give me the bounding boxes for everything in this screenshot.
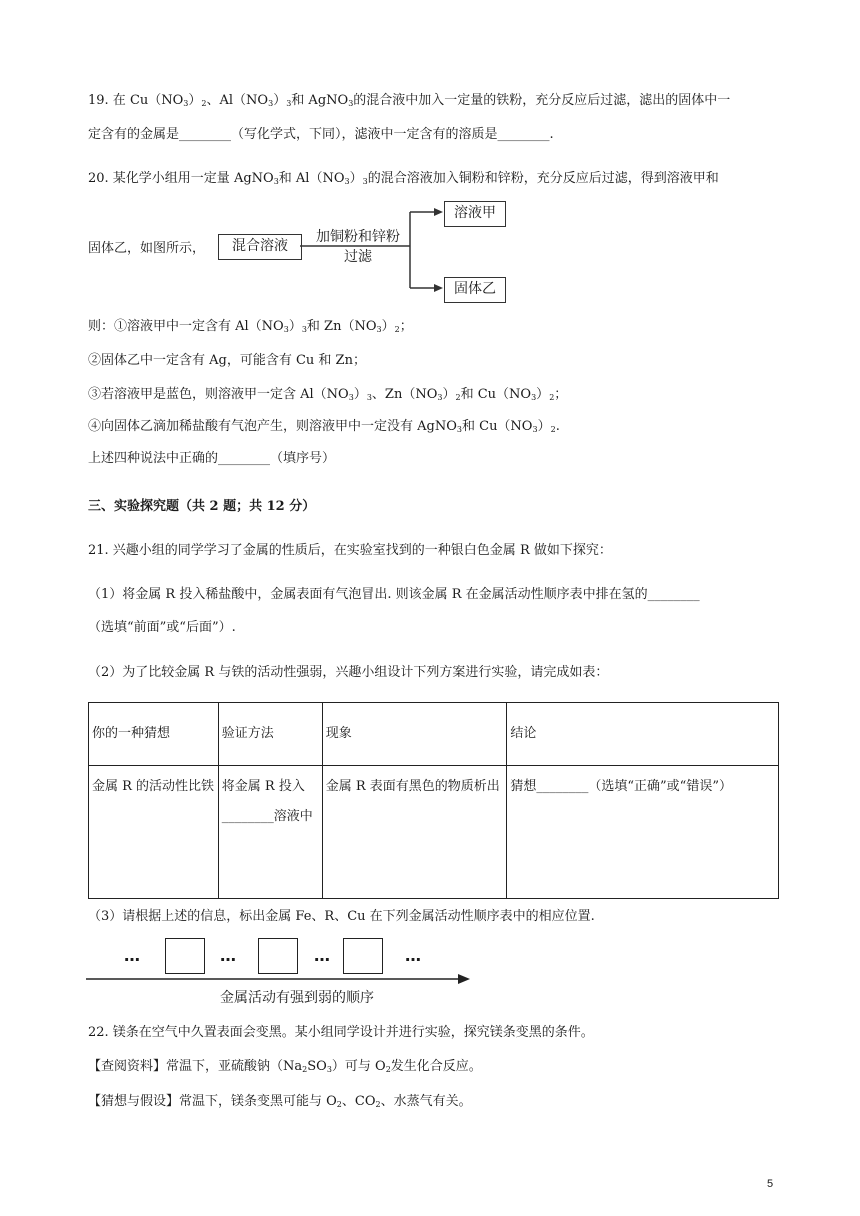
mixed-solution-box: 混合溶液 <box>218 234 302 260</box>
q19-line2: 定含有的金属是________（写化学式，下同），滤液中一定含有的溶质是________. <box>88 127 554 142</box>
solid-b-box: 固体乙 <box>444 277 506 303</box>
ellipsis-2: … <box>220 946 237 965</box>
table-cell-conclusion: 猜想________（选填“正确”或“错误”） <box>507 766 779 899</box>
q21-intro: 21. 兴趣小组的同学学习了金属的性质后，在实验室找到的一种银白色金属 R 做如下探究： <box>88 543 612 558</box>
flow-arrows <box>300 200 450 305</box>
table-header-cell: 你的一种猜想 <box>89 703 219 766</box>
blank-box-1[interactable] <box>165 938 205 974</box>
q22-intro: 22. 镁条在空气中久置表面会变黑。某小组同学设计并进行实验，探究镁条变黑的条件。 <box>88 1025 594 1040</box>
q21-part1-line2: （选填“前面”或“后面”）. <box>88 620 236 635</box>
q21-part2: （2）为了比较金属 R 与铁的活动性强弱，兴趣小组设计下列方案进行实验，请完成如表： <box>88 665 609 680</box>
q22-reference-info: 【查阅资料】常温下，亚硫酸钠$(Na_2SO_3)$可与 $O_2$发生化合反应。 <box>88 1059 482 1074</box>
page-number: 5 <box>767 1178 774 1190</box>
ellipsis-4: … <box>405 946 422 965</box>
table-cell-guess: 金属 R 的活动性比铁 <box>89 766 219 899</box>
q20-statement-2: ②固体乙中一定含有 Ag，可能含有 Cu 和 Zn； <box>88 353 366 368</box>
table-header-cell: 结论 <box>507 703 779 766</box>
table-header-cell: 验证方法 <box>218 703 322 766</box>
q20-question: 上述四种说法中正确的________（填序号） <box>88 451 336 466</box>
q21-part3: （3）请根据上述的信息，标出金属 Fe、R、Cu 在下列金属活动性顺序表中的相应位置. <box>88 909 595 924</box>
q20-statement-1: 则：①溶液甲中一定含有 $Al(NO_3)_3$和 $Zn(NO_3)_2$； <box>88 319 413 334</box>
q19-line1: 19. 在 $Cu(NO_3)_2$、$Al(NO_3)_3$和 AgNO$_3$的混合液中加入一定量的铁粉，充分反应后过滤，滤出的固体中一 <box>88 93 731 108</box>
ellipsis-1: … <box>124 946 141 965</box>
section-3-heading: 三、实验探究题（共 2 题；共 12 分） <box>88 499 316 514</box>
experiment-table <box>88 702 779 899</box>
q21-part1-line1: （1）将金属 R 投入稀盐酸中，金属表面有气泡冒出. 则该金属 R 在金属活动性顺序表中排在氢的________ <box>88 587 700 602</box>
blank-box-3[interactable] <box>343 938 383 974</box>
q20-line1: 20. 某化学小组用一定量 AgNO$_3$和 $Al(NO_3)_3$的混合溶液加入铜粉和锌粉，充分反应后过滤，得到溶液甲和 <box>88 171 719 186</box>
table-row <box>89 766 779 899</box>
ellipsis-3: … <box>314 946 331 965</box>
table-header-row <box>89 703 779 766</box>
process-label-bottom: 过滤 <box>344 249 372 265</box>
q22-hypothesis: 【猜想与假设】常温下，镁条变黑可能与 $O_2$、$CO_2$、水蒸气有关。 <box>88 1094 472 1109</box>
q20-statement-4: ④向固体乙滴加稀盐酸有气泡产生，则溶液甲中一定没有 AgNO$_3$和 $Cu(NO_3)_2$. <box>88 419 560 434</box>
table-cell-method: 将金属 R 投入________溶液中 <box>218 766 322 899</box>
process-label-top: 加铜粉和锌粉 <box>316 229 400 245</box>
sequence-label: 金属活动有强到弱的顺序 <box>220 990 374 1006</box>
table-header-cell: 现象 <box>322 703 507 766</box>
direction-arrow <box>86 972 472 986</box>
blank-box-2[interactable] <box>258 938 298 974</box>
q20-statement-3: ③若溶液甲是蓝色，则溶液甲一定含 $Al(NO_3)_3$、$Zn(NO_3)_2$和 $Cu(NO_3)_2$； <box>88 387 568 402</box>
q20-line2-prefix: 固体乙，如图所示， <box>88 241 206 256</box>
table-cell-phenomenon: 金属 R 表面有黑色的物质析出 <box>322 766 507 899</box>
solution-a-box: 溶液甲 <box>444 201 506 227</box>
